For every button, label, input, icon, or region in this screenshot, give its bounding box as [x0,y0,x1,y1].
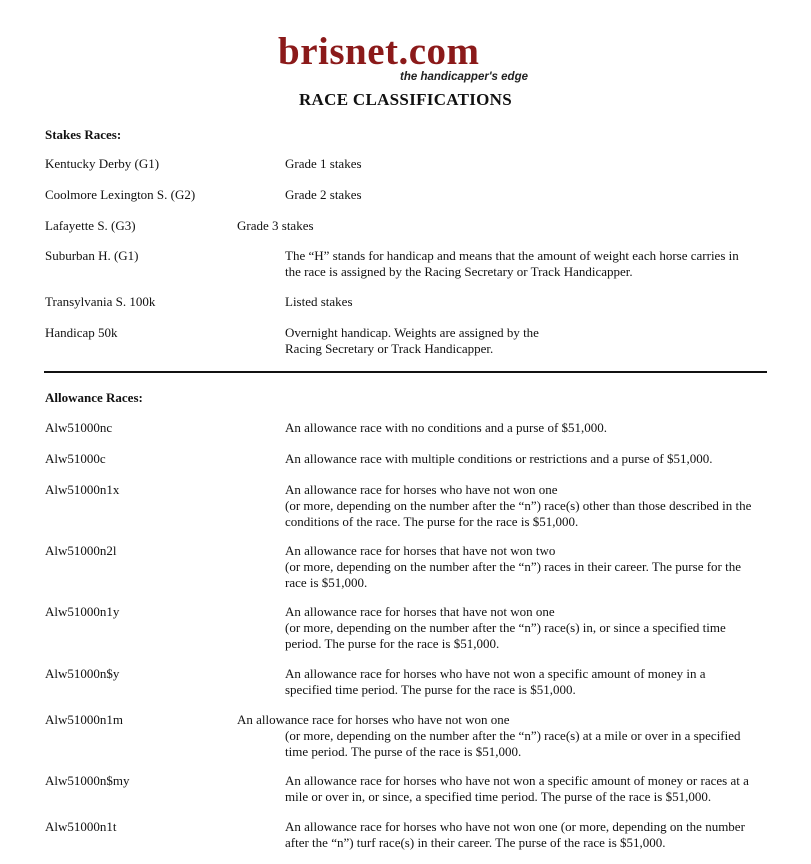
allowance-row-desc [285,773,770,805]
desc-line: Overnight handicap. Weights are assigned by the [285,325,539,340]
allowance-row-name: Alw51000c [45,451,106,466]
stakes-row-name: Suburban H. (G1) [45,248,139,263]
allowance-row-name: Alw51000n1x [45,482,120,497]
desc-line: after the “n”) turf race(s) in their career. The purse of the race is $51,000. [285,835,666,850]
desc-line: race is $51,000. [285,575,368,590]
desc-line: (or more, depending on the number after the “n”) race(s) in, or since a specified time [285,620,726,635]
allowance-row-desc [285,451,770,467]
allowance-heading: Allowance Races: [45,390,143,405]
page-title: RACE CLASSIFICATIONS [298,90,513,109]
allowance-row-name: Alw51000n2l [45,543,117,558]
desc-line: An allowance race with multiple conditions or restrictions and a purse of $51,000. [285,451,713,466]
allowance-row-desc [285,819,770,851]
desc-line: An allowance race with no conditions and a purse of $51,000. [285,420,608,435]
desc-line: The “H” stands for handicap and means that the amount of weight each horse carries in [285,248,739,263]
stakes-row-name: Kentucky Derby (G1) [45,156,160,171]
logo-tagline: the handicapper's edge [400,71,528,83]
allowance-row-name: Alw51000n1y [45,604,120,619]
logo-wordmark: brisnet.com [278,30,480,73]
desc-line: Racing Secretary or Track Handicapper. [285,341,494,356]
brisnet-logo [278,30,530,88]
allowance-row-desc [237,712,770,760]
desc-line: Grade 1 stakes [285,156,362,171]
desc-line: time period. The purse of the race is $51,000. [285,744,522,759]
desc-line: conditions of the race. The purse for the race is $51,000. [285,514,579,529]
allowance-row-desc [285,666,770,698]
desc-line: specified time period. The purse for the race is $51,000. [285,682,576,697]
allowance-row-name: Alw51000nc [45,420,113,435]
allowance-row-desc [285,604,770,652]
desc-line: An allowance race for horses who have not won a specific amount of money or races at a [285,773,749,788]
stakes-row-name: Coolmore Lexington S. (G2) [45,187,196,202]
desc-line: (or more, depending on the number after the “n”) races in their career. The purse for the [285,559,742,574]
desc-line: An allowance race for horses that have not won two [285,543,556,558]
stakes-row-desc [285,294,770,310]
stakes-row-desc [285,325,770,357]
stakes-row-name: Lafayette S. (G3) [45,218,136,233]
desc-line: An allowance race for horses that have not won one [285,604,555,619]
stakes-row-desc [237,218,770,234]
desc-line: An allowance race for horses who have not won one [237,712,510,727]
desc-line: Listed stakes [285,294,353,309]
desc-line: An allowance race for horses who have not won one (or more, depending on the number [285,819,745,834]
stakes-heading: Stakes Races: [45,127,122,142]
section-divider [44,371,767,373]
stakes-row-name: Handicap 50k [45,325,118,340]
allowance-row-name: Alw51000n1m [45,712,123,727]
desc-line: period. The purse for the race is $51,000. [285,636,500,651]
desc-line: An allowance race for horses who have not won a specific amount of money in a [285,666,706,681]
stakes-row-desc [285,248,770,280]
allowance-row-name: Alw51000n$my [45,773,130,788]
allowance-row-desc [285,482,770,530]
desc-line: (or more, depending on the number after the “n”) race(s) at a mile or over in a specified [285,728,741,743]
allowance-row-desc [285,543,770,591]
desc-line: Grade 3 stakes [237,218,314,233]
desc-line: the race is assigned by the Racing Secretary or Track Handicapper. [285,264,633,279]
stakes-row-desc [285,156,770,172]
allowance-row-name: Alw51000n1t [45,819,117,834]
desc-line: mile or over in, or since, a specified time period. The purse of the race is $51,000. [285,789,712,804]
desc-line: An allowance race for horses who have not won one [285,482,558,497]
desc-line: (or more, depending on the number after the “n”) race(s) other than those described in the [285,498,752,513]
allowance-row-name: Alw51000n$y [45,666,120,681]
stakes-row-name: Transylvania S. 100k [45,294,156,309]
allowance-row-desc [285,420,770,436]
stakes-row-desc [285,187,770,203]
desc-line: Grade 2 stakes [285,187,362,202]
